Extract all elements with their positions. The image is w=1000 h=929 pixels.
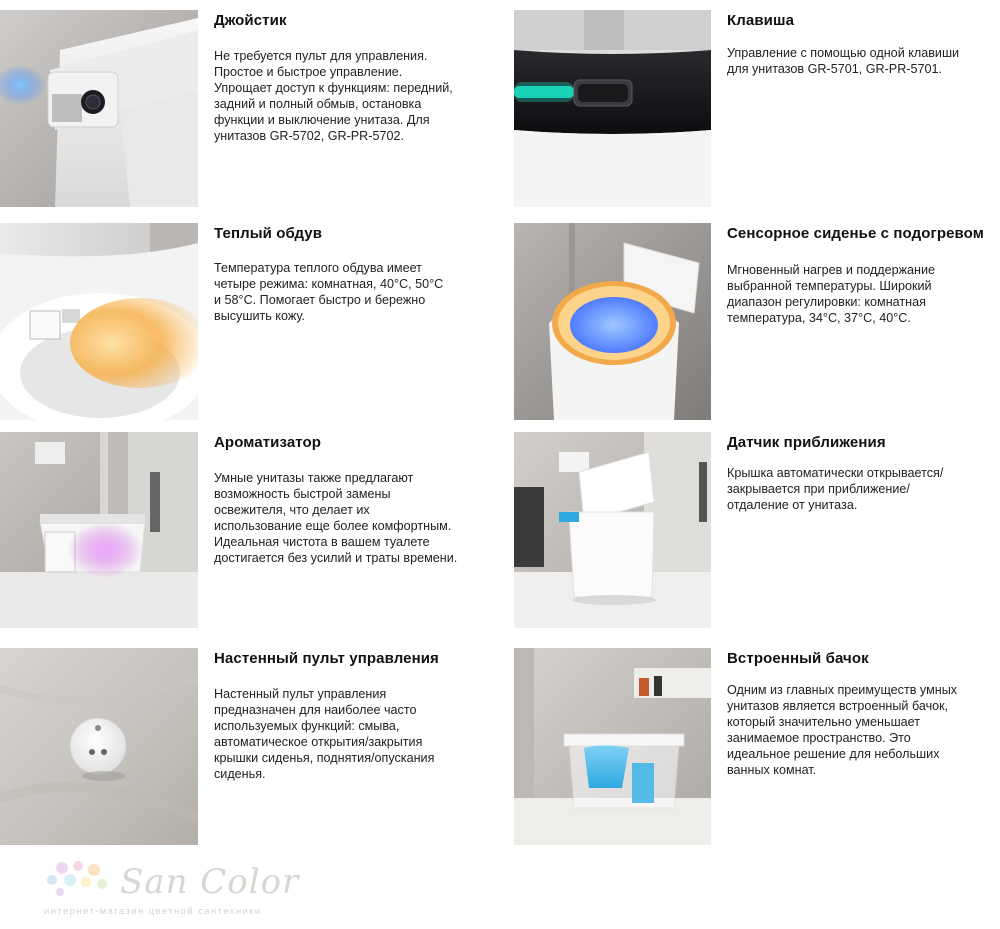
feature-description: Одним из главных преимуществ умных унитазов является встроенный бачок, который значительно уменьшает занимаемое пространство. Это идеальное решение для небольших ванных комнат.: [727, 683, 958, 777]
wall-remote-photo: [0, 648, 198, 845]
button-photo: [514, 10, 711, 207]
feature-description: Не требуется пульт для управления. Простое и быстрое управление. Упрощает доступ к функциям: передний, задний и полный обмыв, остановка функции и выключение унитаза. Для унитазов GR-5702, GR-PR-5702.: [214, 49, 453, 143]
feature-title: Датчик приближения: [727, 434, 886, 451]
feature-description: Умные унитазы также предлагают возможность быстрой замены освежителя, что делает их использование еще более комфортным. Идеальная чистота в вашем туалете достигается без усилий и траты времени.: [214, 471, 458, 565]
feature-description: Настенный пульт управления предназначен для наиболее часто используемых функций: смыва, автоматическое открытия/закрытия крышки сиденья, поднятия/опускания сиденья.: [214, 687, 435, 781]
heated-seat-photo: [514, 223, 711, 420]
joystick-photo: [0, 10, 198, 207]
feature-description: Температура теплого обдува имеет четыре режима: комнатная, 40°С, 50°С и 58°С. Помогает быстро и бережно высушить кожу.: [214, 261, 444, 323]
feature-title: Настенный пульт управления: [214, 650, 439, 667]
aroma-photo: [0, 432, 198, 628]
feature-title: Джойстик: [214, 12, 287, 29]
tank-photo: [514, 648, 711, 845]
feature-description: Управление с помощью одной клавиши для унитазов GR-5701, GR-PR-5701.: [727, 46, 960, 76]
warm-air-photo: [0, 223, 198, 420]
logo-tagline: интернет-магазин цветной сантехники: [44, 906, 262, 917]
feature-title: Встроенный бачок: [727, 650, 869, 667]
feature-description: Крышка автоматически открывается/ закрывается при приближение/ отдаление от унитаза.: [727, 466, 944, 512]
proximity-sensor-photo: [514, 432, 711, 628]
feature-title: Клавиша: [727, 12, 795, 29]
feature-title: Теплый обдув: [214, 225, 323, 242]
feature-title: Ароматизатор: [214, 434, 322, 451]
logo-name: San Color: [120, 862, 300, 902]
san-color-logo: [40, 858, 300, 922]
color-dots-icon: [40, 860, 110, 900]
feature-description: Мгновенный нагрев и поддержание выбранной температуры. Широкий диапазон регулировки: комнатная температура, 34°С, 37°С, 40°С.: [727, 263, 936, 325]
feature-title: Сенсорное сиденье с подогревом: [727, 225, 984, 242]
